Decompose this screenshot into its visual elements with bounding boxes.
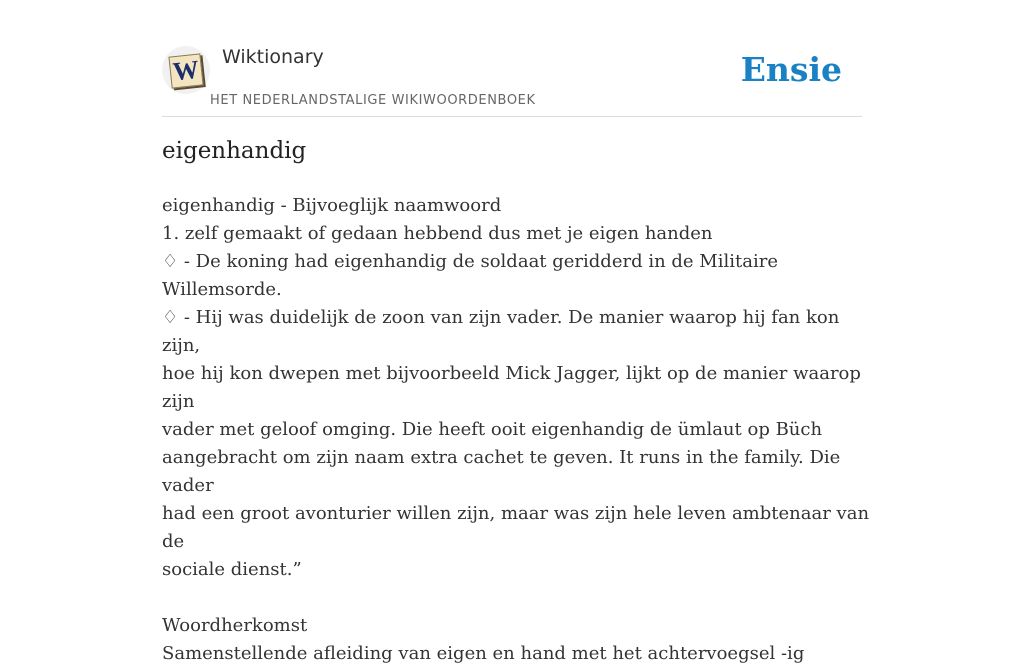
example-2-line-6: sociale dienst.” [162,559,302,580]
spacer [162,584,872,612]
etymology-heading: Woordherkomst [162,615,308,636]
logo-tile: W [168,53,203,88]
example-2-line-3: vader met geloof omging. Die heeft ooit eigenhandig de ümlaut op Büch [162,419,823,440]
definition-heading: eigenhandig - Bijvoeglijk naamwoord [162,195,502,216]
etymology-text: Samenstellende afleiding van eigen en hand met het achtervoegsel -ig [162,643,805,664]
page-title: eigenhandig [162,138,307,164]
example-1: ♢ - De koning had eigenhandig de soldaat geridderd in de Militaire Willemsorde. [162,251,778,300]
example-2-line-4: aangebracht om zijn naam extra cachet te geven. It runs in the family. Die vader [162,447,841,496]
example-2-line-5: had een groot avonturier willen zijn, maar was zijn hele leven ambtenaar van de [162,503,870,552]
site-header [162,40,862,117]
example-2-line-1: ♢ - Hij was duidelijk de zoon van zijn vader. De manier waarop hij fan kon zijn, [162,307,840,356]
site-name[interactable]: Wiktionary [222,46,324,68]
ensie-brand-link[interactable]: Ensie [740,50,842,89]
example-2-line-2: hoe hij kon dwepen met bijvoorbeeld Mick Jagger, lijkt op de manier waarop zijn [162,363,861,412]
entry-content [162,192,872,668]
sense-1: 1. zelf gemaakt of gedaan hebbend dus met je eigen handen [162,223,713,244]
site-tagline: HET NEDERLANDSTALIGE WIKIWOORDENBOEK [210,93,536,108]
wiktionary-logo-icon[interactable] [162,46,210,94]
